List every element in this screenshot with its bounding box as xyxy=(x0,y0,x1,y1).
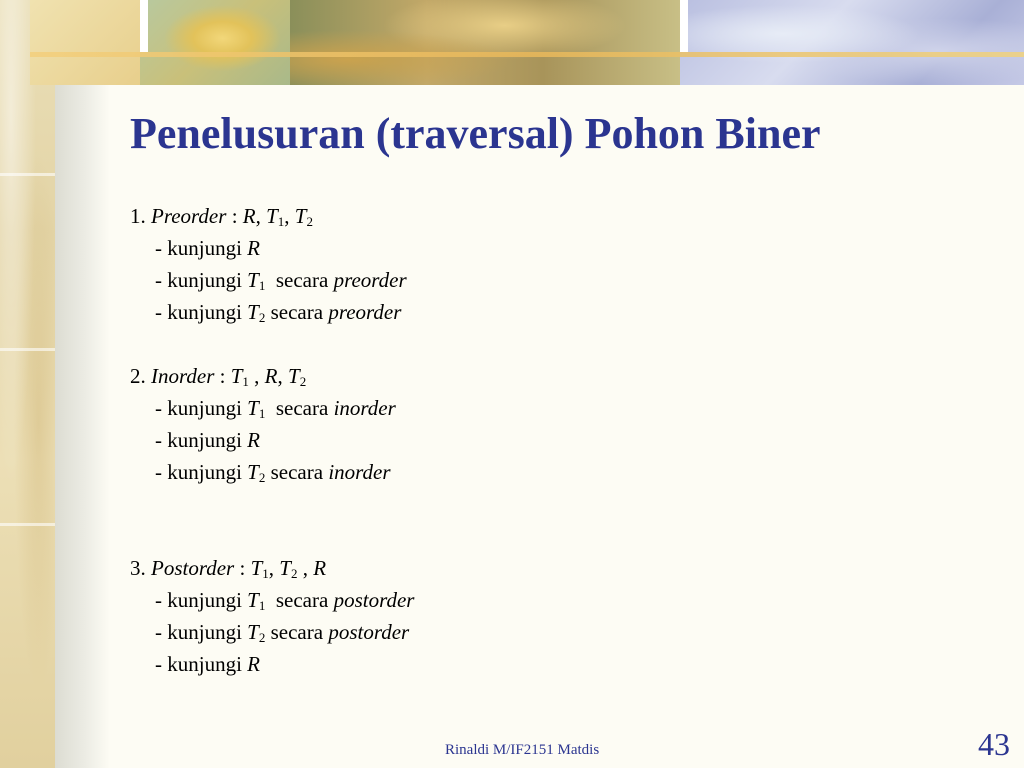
step-prefix: - kunjungi xyxy=(155,300,242,324)
var-t: T xyxy=(247,460,259,484)
banner-gold-rule xyxy=(30,52,1024,57)
slide-title: Penelusuran (traversal) Pohon Biner xyxy=(130,109,821,158)
section-heading-preorder xyxy=(130,200,830,232)
step-line xyxy=(130,424,830,456)
step-line xyxy=(130,584,830,616)
step-mode: inorder xyxy=(333,396,396,420)
page-number: 43 xyxy=(978,726,1010,762)
step-prefix: - kunjungi xyxy=(155,396,242,420)
step-mid: secara xyxy=(270,460,324,484)
section-heading-inorder xyxy=(130,360,830,392)
subscript: 1 xyxy=(262,566,269,581)
comma: , xyxy=(284,204,290,228)
subscript: 2 xyxy=(299,374,307,389)
var-r: R xyxy=(242,204,256,228)
step-prefix: - kunjungi xyxy=(155,588,242,612)
var-t: T xyxy=(247,268,259,292)
step-mode: postorder xyxy=(333,588,415,612)
subscript: 1 xyxy=(258,598,266,613)
subscript: 2 xyxy=(258,630,266,645)
section-number: 2. xyxy=(130,364,146,388)
var-t: T xyxy=(247,396,259,420)
step-prefix: - kunjungi xyxy=(155,620,242,644)
var-t: T xyxy=(294,204,307,228)
comma: , xyxy=(268,556,275,580)
var-r: R xyxy=(247,236,260,260)
separator: : xyxy=(234,556,246,580)
step-line xyxy=(130,616,830,648)
section-heading-postorder xyxy=(130,552,830,584)
spacer xyxy=(130,488,830,552)
step-prefix: - kunjungi xyxy=(155,460,242,484)
step-line xyxy=(130,232,830,264)
comma: , xyxy=(254,364,260,388)
step-mode: preorder xyxy=(333,268,407,292)
step-line xyxy=(130,264,830,296)
step-mode: inorder xyxy=(328,460,391,484)
subscript: 2 xyxy=(258,310,266,325)
step-mode: postorder xyxy=(328,620,410,644)
comma: , xyxy=(277,364,283,388)
step-line xyxy=(130,648,830,680)
step-prefix: - kunjungi xyxy=(155,428,242,452)
slide-footer: Rinaldi M/IF2151 Matdis xyxy=(445,742,600,758)
step-mode: preorder xyxy=(328,300,402,324)
step-mid: secara xyxy=(275,588,329,612)
step-mid: secara xyxy=(275,396,329,420)
banner-divider xyxy=(140,0,148,52)
step-mid: secara xyxy=(270,620,324,644)
var-t: T xyxy=(247,300,259,324)
section-name: Inorder xyxy=(151,364,215,388)
subscript: 2 xyxy=(290,566,298,581)
var-t: T xyxy=(279,556,291,580)
subscript: 1 xyxy=(242,374,249,389)
banner-tile-parchment xyxy=(30,0,140,85)
shadow-band xyxy=(55,85,110,768)
subscript: 1 xyxy=(277,214,285,229)
section-name: Preorder xyxy=(151,204,227,228)
section-name: Postorder xyxy=(151,556,235,580)
subscript: 1 xyxy=(258,278,266,293)
banner-divider xyxy=(680,0,688,52)
step-mid: secara xyxy=(270,300,324,324)
banner-tile-flower xyxy=(140,0,290,85)
side-texture-strip xyxy=(0,0,55,768)
comma: , xyxy=(255,204,261,228)
var-r: R xyxy=(247,428,260,452)
section-number: 1. xyxy=(130,204,146,228)
step-line xyxy=(130,392,830,424)
separator: : xyxy=(226,204,238,228)
step-prefix: - kunjungi xyxy=(155,268,242,292)
var-t: T xyxy=(247,620,259,644)
var-t: T xyxy=(230,364,243,388)
var-t: T xyxy=(266,204,278,228)
top-decorative-banner xyxy=(30,0,1024,85)
banner-tile-blue-floral xyxy=(680,0,1024,85)
var-r: R xyxy=(247,652,260,676)
var-r: R xyxy=(264,364,278,388)
step-mid: secara xyxy=(275,268,329,292)
step-prefix: - kunjungi xyxy=(155,652,242,676)
var-t: T xyxy=(288,364,300,388)
subscript: 1 xyxy=(258,406,266,421)
var-t: T xyxy=(247,588,259,612)
var-r: R xyxy=(313,556,327,580)
var-t: T xyxy=(250,556,263,580)
step-prefix: - kunjungi xyxy=(155,236,242,260)
subscript: 2 xyxy=(258,470,266,485)
step-line xyxy=(130,296,830,328)
subscript: 2 xyxy=(306,214,313,229)
step-line xyxy=(130,456,830,488)
banner-tile-leaves xyxy=(290,0,680,85)
separator: : xyxy=(214,364,226,388)
slide-body xyxy=(130,200,830,680)
comma: , xyxy=(302,556,308,580)
section-number: 3. xyxy=(130,556,146,580)
spacer xyxy=(130,328,830,360)
